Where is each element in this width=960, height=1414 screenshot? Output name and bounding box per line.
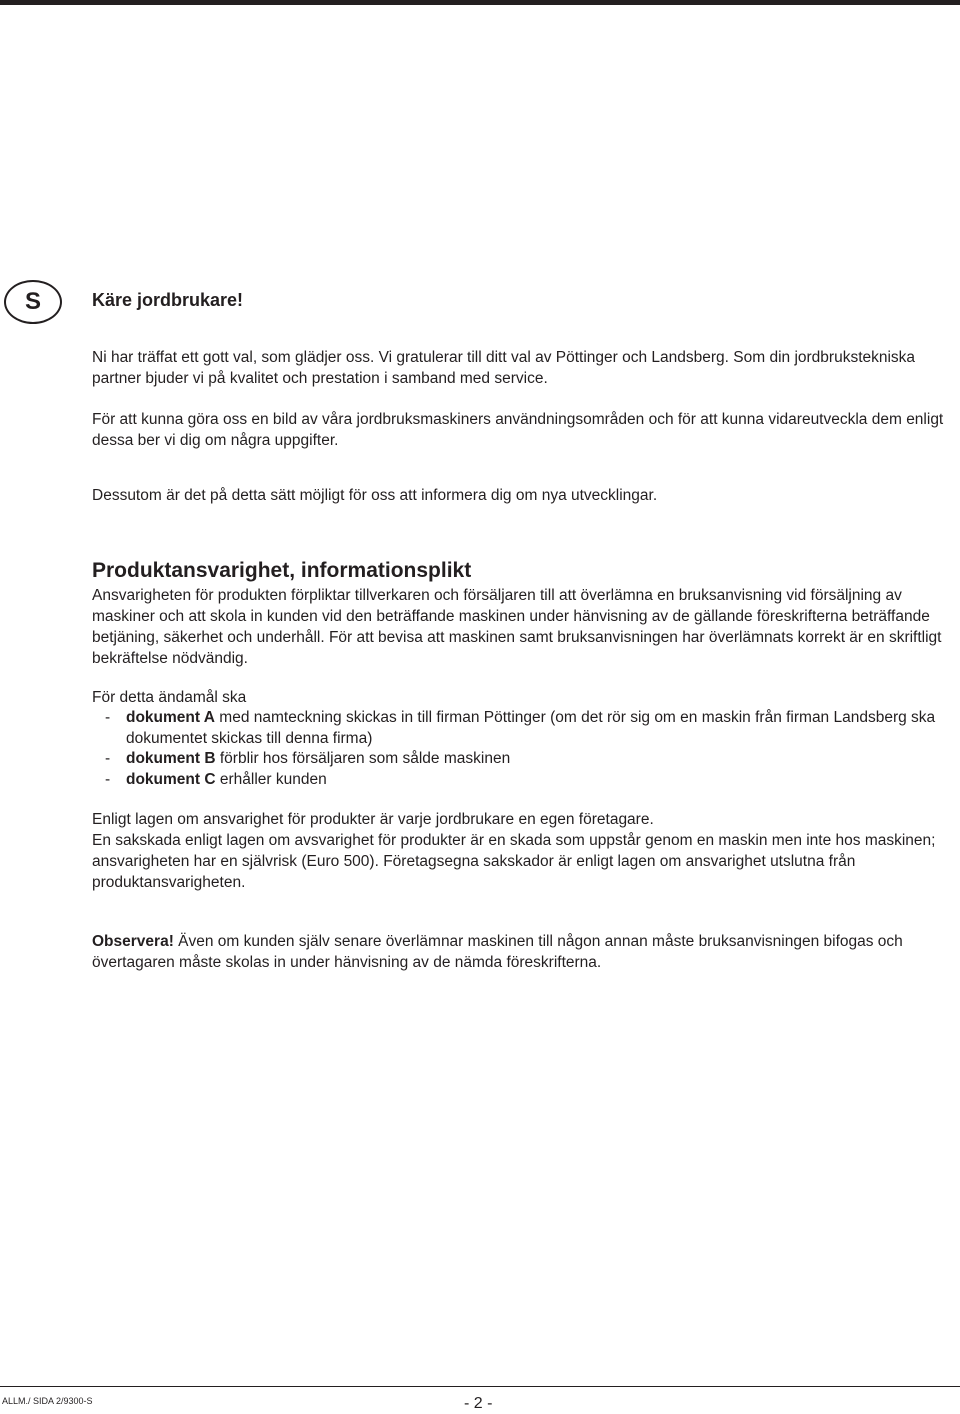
list-item-document-c: [92, 770, 954, 791]
list-item-text: förblir hos försäljaren som sålde maskinen: [215, 750, 511, 767]
greeting-heading: Käre jordbrukare!: [92, 290, 244, 310]
language-badge: [4, 280, 62, 324]
purpose-line: För detta ändamål ska: [92, 689, 247, 706]
list-item-bold: dokument B: [126, 750, 216, 767]
language-badge-letter: S: [24, 288, 41, 315]
list-dash: -: [105, 709, 111, 726]
list-item-bold: dokument C: [126, 770, 216, 788]
note-paragraph: [92, 931, 954, 973]
list-dash: -: [105, 770, 111, 788]
footer-doc-code: ALLM./ SIDA 2/9300-S: [2, 1396, 93, 1406]
page-number: - 2 -: [464, 1395, 493, 1412]
list-item-bold: dokument A: [126, 709, 215, 726]
intro-paragraph-2: För att kunna göra oss en bild av våra jordbruksmaskiners användningsområden och för att kunna vidareutveckla dem enligt dessa ber vi dig om några uppgifter.: [92, 411, 944, 449]
list-item-text: med namteckning skickas in till firman Pöttinger (om det rör sig om en maskin från firman Landsberg ska dokumentet skickas till denna firma): [126, 709, 936, 747]
list-item-document-b: [92, 749, 954, 770]
top-rule: [0, 0, 960, 5]
responsibility-paragraph: Ansvarigheten för produkten förpliktar tillverkaren och försäljaren till att överlämna en bruksanvisning vid försäljning av maskiner och att skola in kunden vid den beträffande maskinen under hänvisning av de gällande föreskrifterna beträffande betjäning, säkerhet och underhåll. För att bevisa att maskinen samt bruksanvisningen har överlämnats korrekt är en skriftligt bekräftelse nödvändig.: [92, 587, 942, 667]
list-item-text: erhåller kunden: [215, 770, 327, 788]
list-item-document-a: [92, 708, 954, 749]
intro-paragraph-3: Dessutom är det på detta sätt möjligt för oss att informera dig om nya utvecklingar.: [92, 487, 658, 504]
section-title: Produktansvarighet, informationsplikt: [92, 559, 472, 582]
note-text: Även om kunden själv senare överlämnar maskinen till någon annan måste bruksanvisningen bifogas och övertagaren måste skolas in under hänvisning av de nämda föreskrifterna.: [92, 933, 903, 971]
law-line-1: Enligt lagen om ansvarighet för produkter är varje jordbrukare en egen företagare.: [92, 811, 654, 828]
list-dash: -: [105, 750, 111, 767]
intro-paragraph-1: Ni har träffat ett gott val, som glädjer oss. Vi gratulerar till ditt val av Pöttinger och Landsberg. Som din jordbrukstekniska partner bjuder vi på kvalitet och prestation i samband med service.: [92, 349, 916, 387]
note-label: Observera!: [92, 933, 174, 950]
law-paragraph-2: En sakskada enligt lagen om avsvarighet för produkter är en skada som uppstår genom en maskin men inte hos maskinen; ansvarigheten har en självrisk (Euro 500). Företagsegna sakskador är enligt lagen om ansvarighet utslutna från produktansvarigheten.: [92, 832, 936, 891]
document-list: [92, 708, 954, 790]
footer-rule: [0, 1386, 960, 1387]
